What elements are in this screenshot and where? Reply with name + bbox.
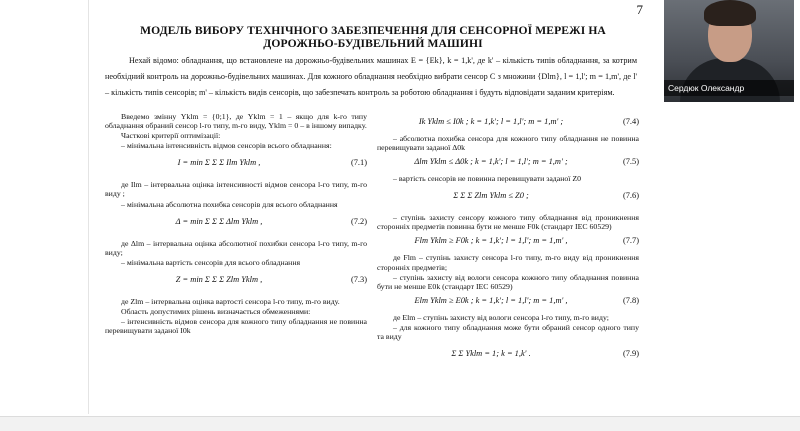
equation-7-5: [377, 154, 639, 172]
equation-7-2: [105, 211, 367, 237]
equation-expression: I = min Σ Σ Σ Ilm Yklm ,: [177, 158, 261, 168]
left-column: [105, 112, 367, 336]
equation-number: (7.9): [622, 349, 639, 359]
equation-number: (7.3): [350, 274, 367, 284]
paragraph-criteria: Часткові критерії оптимізації:: [121, 131, 221, 141]
paragraph-where-e: де Elm – ступінь захисту від вологи сенсора l-го типу, m-го виду;: [393, 312, 609, 322]
equation-7-9: [377, 343, 639, 369]
equation-expression: Z = min Σ Σ Σ Zlm Yklm ,: [175, 274, 263, 284]
paragraph-criterion-2: – мінімальна абсолютна похибка сенсорів для всього обладнання: [121, 199, 338, 209]
equation-7-1: [105, 152, 367, 178]
equation-7-4: [377, 114, 639, 132]
equation-number: (7.1): [350, 158, 367, 168]
paragraph-constraint-5: – ступінь захисту від вологи сенсора кожного типу обладнання повинна бути не менше E0k (стандарт IEC 60529): [377, 272, 639, 291]
paragraph-criterion-3: – мінімальна вартість сенсорів для всього обладнання: [121, 257, 301, 267]
paragraph-variable: Введемо змінну Yklm = {0;1}, де Yklm = 1 – якщо для k-го типу обладнання обраний сенсор l-го типу, m-го виду, Yklm = 0 – в іншому випадку.: [105, 112, 367, 131]
equation-expression: Σ Σ Σ Zlm Yklm ≤ Z0 ;: [453, 191, 529, 201]
equation-expression: Σ Σ Yklm = 1; k = 1,k' .: [451, 349, 531, 359]
equation-7-7: [377, 233, 639, 251]
equation-number: (7.6): [622, 191, 639, 201]
paragraph-constraints: Область допустимих рішень визначається обмеженнями:: [121, 307, 311, 317]
equation-number: (7.5): [622, 157, 639, 167]
paragraph-criterion-1: – мінімальна інтенсивність відмов сенсорів всього обладнання:: [121, 141, 332, 151]
bottom-bar: [0, 416, 800, 431]
right-column: [377, 112, 639, 371]
paragraph-where-z: де Zlm – інтервальна оцінка вартості сенсора l-го типу, m-го виду.: [121, 296, 340, 306]
page-number: 7: [636, 2, 643, 17]
section-title: МОДЕЛЬ ВИБОРУ ТЕХНІЧНОГО ЗАБЕЗПЕЧЕННЯ ДЛЯ СЕНСОРНОЇ МЕРЕЖІ НА ДОРОЖНЬО-БУДІВЕЛЬНИЙ МАШИНІ: [140, 24, 606, 50]
participant-name-label: Сердюк Олександр: [664, 80, 794, 96]
paragraph-constraint-4: – ступінь захисту сенсору кожного типу обладнання від проникнення сторонніх предметів повинна бути не менше F0k (стандарт IEC 60529): [377, 213, 639, 232]
equation-7-8: [377, 293, 639, 311]
intro-paragraph: Нехай відомо: обладнання, що встановлене на дорожньо-будівельних машинах E = {Ek}, k = 1,k', де k' – кількість типів обладнання, за котрим необхідний контроль на дорожньо-будівельних машинах. Для кожного обладнання необхідно вибрати сенсор C з множини {Dlm}, l = 1,l'; m = 1,m', де l' – кількість типів сенсорів; m' – кількість видів сенсорів, що забезпечать контроль за роботою обладнання і будуть відповідати заданим критеріям.: [105, 56, 637, 98]
equation-7-3: [105, 269, 367, 295]
equation-expression: Elm Yklm ≥ E0k ; k = 1,k'; l = 1,l'; m = 1,m' ,: [414, 295, 568, 305]
paragraph-where-delta: де Δlm – інтервальна оцінка абсолютної похибки сенсора l-го типу, m-го виду;: [105, 238, 367, 257]
paragraph-constraint-6: – для кожного типу обладнання може бути обраний сенсор одного типу та виду: [377, 322, 639, 342]
paragraph-where-f: де Flm – ступінь захисту сенсора l-го типу, m-го виду від проникнення сторонніх предметів;: [377, 253, 639, 272]
paragraph-constraint-3: – вартість сенсорів не повинна перевищувати заданої Z0: [393, 174, 582, 184]
equation-number: (7.4): [622, 117, 639, 126]
equation-expression: Flm Yklm ≥ F0k ; k = 1,k'; l = 1,l'; m = 1,m' ,: [414, 236, 568, 246]
document-page: [88, 0, 654, 414]
paragraph-constraint-2: – абсолютна похибка сенсора для кожного типу обладнання не повинна перевищувати заданої Δ0k: [377, 134, 639, 153]
equation-expression: Δlm Yklm ≤ Δ0k ; k = 1,k'; l = 1,l'; m = 1,m' ;: [414, 157, 568, 167]
equation-number: (7.8): [622, 295, 639, 305]
equation-expression: Δ = min Σ Σ Σ Δlm Yklm ,: [175, 216, 263, 226]
participant-hair: [704, 0, 756, 26]
paragraph-where-i: де Ilm – інтервальна оцінка інтенсивності відмов сенсора l-го типу, m-го виду ;: [105, 180, 367, 199]
equation-number: (7.7): [622, 236, 639, 246]
equation-7-6: [377, 185, 639, 211]
equation-number: (7.2): [350, 216, 367, 226]
equation-expression: Ik Yklm ≤ I0k ; k = 1,k'; l = 1,l'; m = 1,m' ;: [418, 117, 564, 126]
participant-video-tile[interactable]: [664, 0, 794, 102]
left-gutter: [0, 0, 88, 430]
paragraph-constraint-1: – інтенсивність відмов сенсора для кожного типу обладнання не повинна перевищувати заданої I0k: [105, 317, 367, 336]
